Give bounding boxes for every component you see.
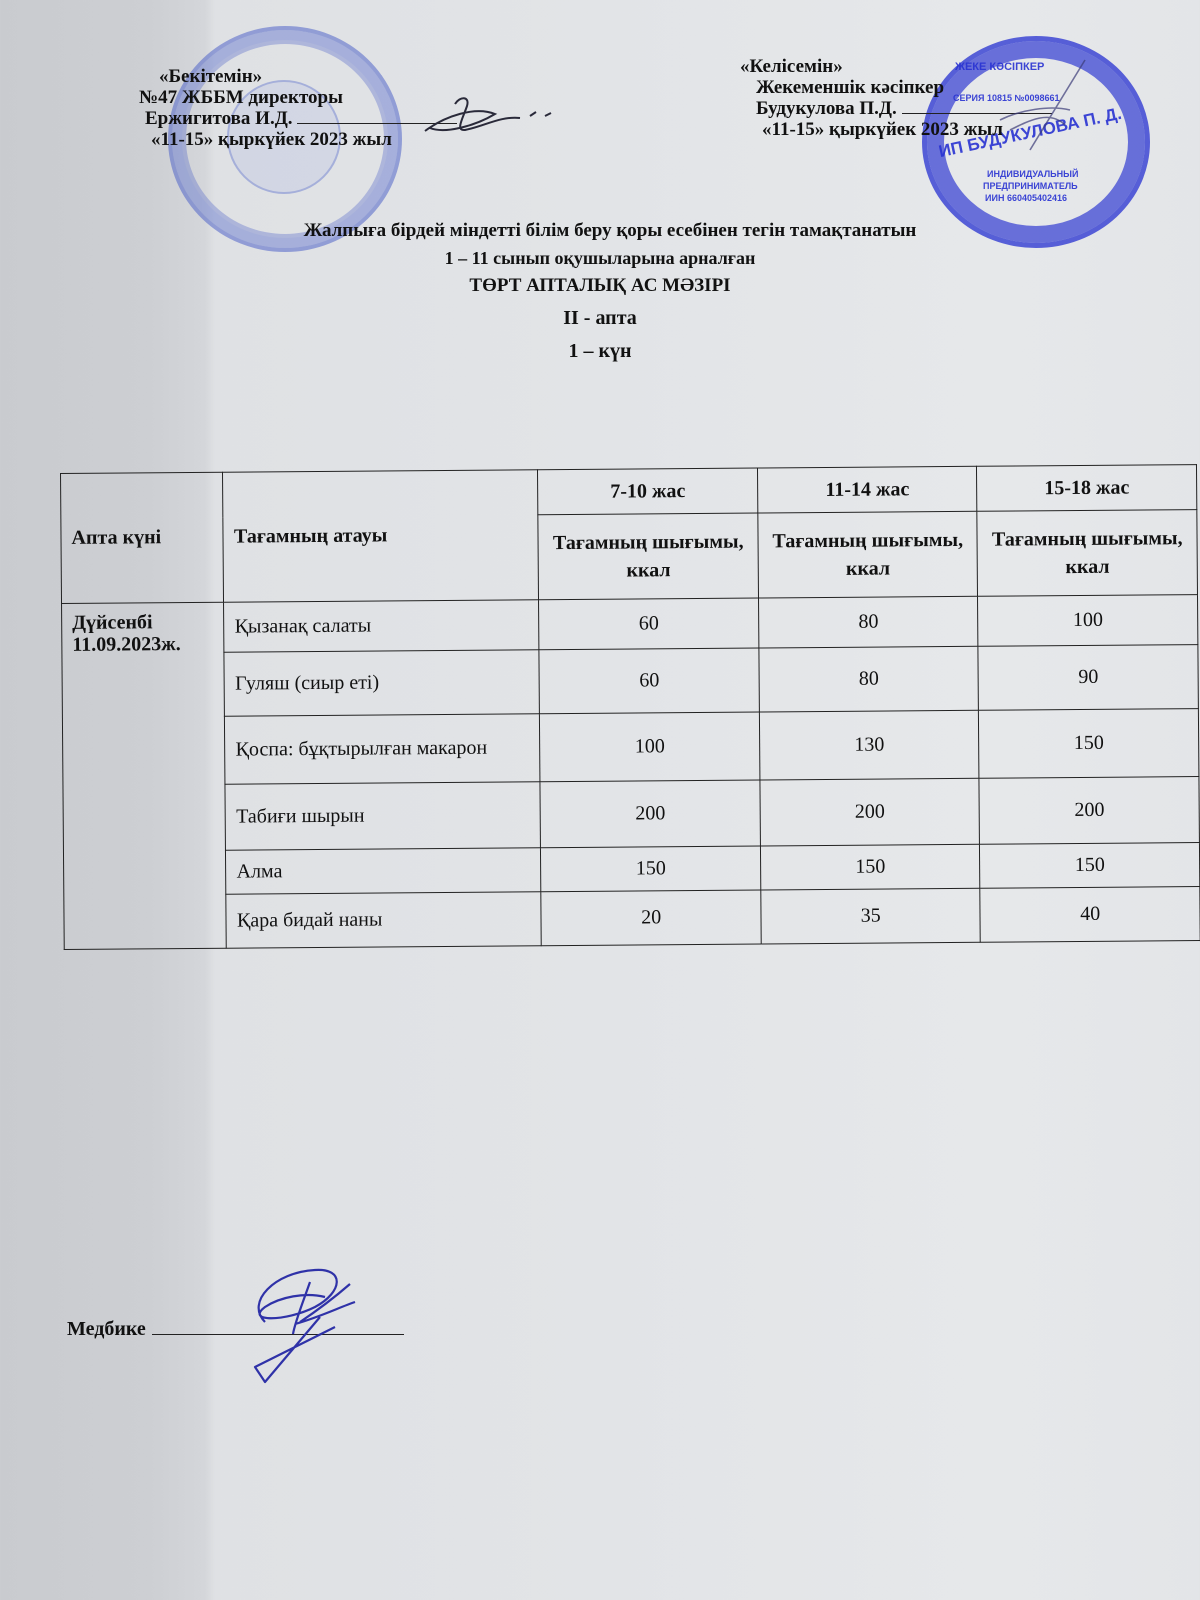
document-title (0, 220, 1200, 363)
stamp-text: ПРЕДПРИНИМАТЕЛЬ (983, 181, 1078, 191)
table-row (63, 777, 1199, 852)
approval-block (139, 66, 457, 150)
header-dish: Тағамның атауы (223, 470, 539, 602)
header-yield: Тағамның шығымы, ккал (977, 510, 1197, 597)
stamp-text: СЕРИЯ 10815 №0098661 (953, 93, 1060, 103)
stamp-text: ЖЕКЕ КӘСІПКЕР (955, 61, 1045, 73)
dish-name: Қызанақ салаты (224, 600, 539, 652)
value-cell: 150 (980, 843, 1200, 889)
menu-table (60, 464, 1200, 950)
day-cell (62, 602, 227, 949)
value-cell: 200 (979, 777, 1199, 845)
dish-name: Табиғи шырын (225, 782, 541, 850)
approve-name: Ержигитова И.Д. (145, 108, 293, 129)
approve-date: «11-15» қыркүйек 2023 жыл (151, 129, 392, 150)
value-cell: 100 (978, 595, 1198, 647)
value-cell: 80 (758, 596, 978, 648)
value-cell: 90 (978, 645, 1198, 711)
header-day: Апта күні (61, 472, 224, 603)
value-cell: 40 (980, 887, 1200, 943)
value-cell: 200 (540, 780, 760, 848)
dish-name: Гуляш (сиыр еті) (224, 650, 539, 716)
value-cell: 60 (539, 598, 759, 650)
value-cell: 35 (761, 888, 981, 944)
dish-name: Алма (226, 848, 541, 894)
approve-position: №47 ЖББМ директоры (139, 87, 343, 108)
header-yield: Тағамның шығымы, ккал (758, 511, 978, 598)
nurse-label: Медбике (67, 1318, 146, 1340)
value-cell: 80 (759, 646, 979, 712)
agree-name: Будукулова П.Д. (756, 98, 897, 119)
agree-title: «Келісемін» (740, 56, 843, 77)
nurse-signature-block (67, 1318, 404, 1341)
value-cell: 150 (979, 709, 1199, 779)
header-age: 7-10 жас (538, 468, 758, 515)
day-label: 1 – күн (568, 340, 632, 362)
value-cell: 200 (760, 778, 980, 846)
header-age: 15-18 жас (977, 465, 1197, 512)
table-row (62, 595, 1198, 654)
value-cell: 20 (541, 890, 761, 946)
stamp-text: ИНДИВИДУАЛЬНЫЙ (987, 169, 1079, 179)
agree-date: «11-15» қыркүйек 2023 жыл (762, 119, 1003, 140)
stamp-text: ИП БУДУКУЛОВА П. Д. (936, 103, 1124, 162)
title-line: 1 – 11 сынып оқушыларына арналған (444, 248, 756, 268)
week-label: II - апта (563, 307, 637, 329)
header-yield: Тағамның шығымы, ккал (538, 513, 758, 600)
value-cell: 150 (541, 846, 761, 892)
value-cell: 60 (539, 648, 759, 714)
agree-position: Жекеменшік кәсіпкер (756, 77, 945, 98)
header-age: 11-14 жас (757, 466, 977, 513)
value-cell: 100 (540, 712, 760, 782)
value-cell: 150 (760, 844, 980, 890)
day-name: Дүйсенбі (72, 611, 153, 634)
approve-title: «Бекітемін» (159, 66, 263, 87)
value-cell: 130 (759, 710, 979, 780)
signature-line (902, 113, 1052, 114)
signature-line (152, 1334, 404, 1335)
agreement-block (740, 56, 1052, 140)
dish-name: Қара бидай наны (226, 892, 541, 948)
day-date: 11.09.2023ж. (72, 633, 181, 656)
table-row (62, 645, 1198, 718)
dish-name: Қоспа: бұқтырылған макарон (225, 714, 541, 784)
menu-title: ТӨРТ АПТАЛЫҚ АС МӘЗІРІ (469, 275, 731, 296)
title-line: Жалпыға бірдей міндетті білім беру қоры есебінен тегін тамақтанатын (303, 220, 917, 241)
stamp-text: ИИН 660405402416 (985, 193, 1068, 203)
table-row (64, 887, 1200, 950)
signature-line (297, 123, 457, 124)
table-row (62, 709, 1198, 786)
